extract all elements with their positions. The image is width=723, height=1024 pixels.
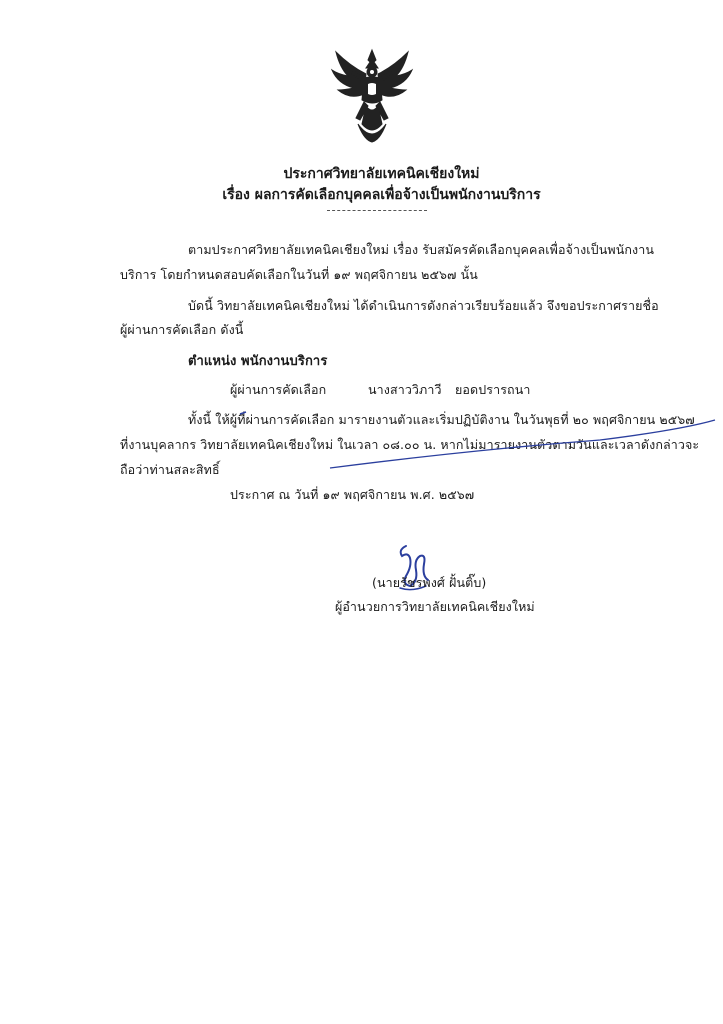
position-heading: ตำแหน่ง พนักงานบริการ xyxy=(188,354,328,369)
title-divider xyxy=(327,210,427,211)
paragraph-2-line-1: บัดนี้ วิทยาลัยเทคนิคเชียงใหม่ ได้ดำเนินการดังกล่าวเรียบร้อยแล้ว จึงขอประกาศรายชื่อ xyxy=(188,298,659,313)
passed-first-name: นางสาววิภาวี xyxy=(368,382,442,397)
paragraph-3-line-1: ทั้งนี้ ให้ผู้ที่ผ่านการคัดเลือก มารายงานตัวและเริ่มปฏิบัติงาน ในวันพุธที่ ๒๐ พฤศจิกายน ๒๕๖๗ xyxy=(188,412,695,427)
passed-label: ผู้ผ่านการคัดเลือก xyxy=(230,382,327,397)
signatory-name: (นายรัชรพงศ์ ฝั้นติ๊บ) xyxy=(372,575,487,590)
paragraph-3-line-2: ที่งานบุคลากร วิทยาลัยเทคนิคเชียงใหม่ ในเวลา ๐๘.๐๐ น. หากไม่มารายงานตัวตามวันและเวลาดังกล่าวจะ xyxy=(120,437,700,452)
announced-date: ประกาศ ณ วันที่ ๑๙ พฤศจิกายน พ.ศ. ๒๕๖๗ xyxy=(230,487,475,502)
paragraph-2-line-2: ผู้ผ่านการคัดเลือก ดังนี้ xyxy=(120,322,244,337)
announcement-subject: เรื่อง ผลการคัดเลือกบุคคลเพื่อจ้างเป็นพนักงานบริการ xyxy=(222,187,541,203)
paragraph-1-line-1: ตามประกาศวิทยาลัยเทคนิคเชียงใหม่ เรื่อง รับสมัครคัดเลือกบุคคลเพื่อจ้างเป็นพนักงาน xyxy=(188,242,654,257)
paragraph-3-line-3: ถือว่าท่านสละสิทธิ์ xyxy=(120,462,220,477)
paragraph-1-line-2: บริการ โดยกำหนดสอบคัดเลือกในวันที่ ๑๙ พฤศจิกายน ๒๕๖๗ นั้น xyxy=(120,267,478,282)
signatory-title: ผู้อำนวยการวิทยาลัยเทคนิคเชียงใหม่ xyxy=(335,599,535,614)
passed-surname: ยอดปรารถนา xyxy=(455,382,531,397)
announcement-title: ประกาศวิทยาลัยเทคนิคเชียงใหม่ xyxy=(283,166,480,182)
garuda-emblem-icon xyxy=(330,44,414,144)
